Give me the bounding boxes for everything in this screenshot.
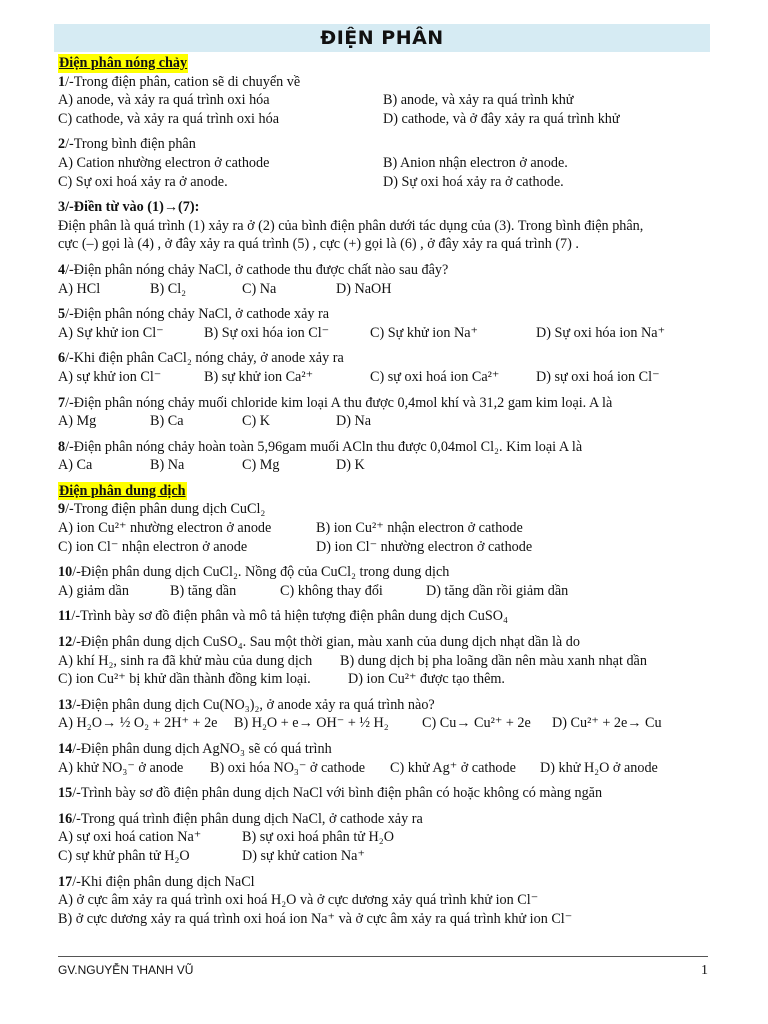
option-a: A) sự khử ion Cl⁻ <box>58 368 162 385</box>
option-c: C) Na <box>242 280 277 297</box>
option-d: D) Na <box>336 413 372 430</box>
option-c: C) Mg <box>242 457 280 474</box>
option-a: A) Ca <box>58 457 93 474</box>
option-c: C) Sự khử ion Na⁺ <box>370 324 478 341</box>
fill-blank-line-2: cực (–) gọi là (4) , ở đây xảy ra quá trình (5) , cực (+) gọi là (6) , ở đây xảy ra quá trình (7) . <box>58 236 579 253</box>
fill-blank-line-1: Điện phân là quá trình (1) xảy ra ở (2) của bình điện phân dưới tác dụng của (3). Trong bình điện phân, <box>58 217 644 234</box>
option-b: B) oxi hóa NO₃⁻ ở cathode <box>210 759 366 776</box>
question-6: 6/-Khi điện phân CaCl₂ nóng chảy, ở anode xảy ra A) sự khử ion Cl⁻ B) sự khử ion Ca²⁺ C) sự oxi hoá ion Ca²⁺ D) sự oxi hoá ion Cl⁻ <box>58 350 660 385</box>
option-b: B) Cl₂ <box>150 280 187 297</box>
option-d: D) khử H₂O ở anode <box>540 759 658 776</box>
option-a: A) Sự khử ion Cl⁻ <box>58 324 164 341</box>
option-b: B) tăng dần <box>170 582 237 599</box>
option-b: B) H₂O + e→ OH⁻ + ½ H₂ <box>234 715 389 732</box>
option-a: A) ion Cu²⁺ nhường electron ở anode <box>58 520 272 537</box>
option-b: B) Sự oxi hóa ion Cl⁻ <box>204 324 330 341</box>
question-7: 7/-Điện phân nóng chảy muối chloride kim loại A thu được 0,4mol khí và 31,2 gam kim loại. A là A) Mg B) Ca C) K D) Na <box>58 394 613 430</box>
option-a: A) Mg <box>58 413 97 430</box>
question-11: 11/-Trình bày sơ đồ điện phân và mô tả hiện tượng điện phân dung dịch CuSO₄ <box>58 608 508 625</box>
option-b: B) Na <box>150 457 185 474</box>
option-a: A) ở cực âm xảy ra quá trình oxi hoá H₂O và ở cực dương xảy quá trình khử ion Cl⁻ <box>58 892 539 909</box>
option-d: D) Cu²⁺ + 2e→ Cu <box>552 715 662 732</box>
question-12: 12/-Điện phân dung dịch CuSO₄. Sau một thời gian, màu xanh của dung dịch nhạt dần là do A) khí H₂, sinh ra đã khử màu của dung dịch B) dung dịch bị pha loãng dần nên màu xanh nhạt dần C) ion Cu²⁺ bị khử dần thành đồng kim loại. D) ion Cu²⁺ được tạo thêm. <box>58 634 647 688</box>
option-c: C) khử Ag⁺ ở cathode <box>390 759 516 776</box>
option-d: D) Sự oxi hóa ion Na⁺ <box>536 324 666 341</box>
option-b: B) ở cực dương xảy ra quá trình oxi hoá ion Na⁺ và ở cực âm xảy ra quá trình khử ion Cl⁻ <box>58 910 573 927</box>
option-a: A) anode, và xảy ra quá trình oxi hóa <box>58 92 270 109</box>
option-a: A) khử NO₃⁻ ở anode <box>58 759 184 776</box>
option-a: A) Cation nhường electron ở cathode <box>58 154 270 171</box>
question-8: 8/-Điện phân nóng chảy hoàn toàn 5,96gam muối ACln thu được 0,04mol Cl₂. Kim loại A là A) Ca B) Na C) Mg D) K <box>58 438 583 474</box>
question-5: 5/-Điện phân nóng chảy NaCl, ở cathode xảy ra A) Sự khử ion Cl⁻ B) Sự oxi hóa ion Cl⁻ C) Sự khử ion Na⁺ D) Sự oxi hóa ion Na⁺ <box>58 306 666 341</box>
question-14: 14/-Điện phân dung dịch AgNO₃ sẽ có quá trình A) khử NO₃⁻ ở anode B) oxi hóa NO₃⁻ ở cathode C) khử Ag⁺ ở cathode D) khử H₂O ở anode <box>58 741 658 776</box>
option-a: A) giảm dần <box>58 582 129 599</box>
option-d: D) cathode, và ở đây xảy ra quá trình khử <box>383 110 620 127</box>
option-d: D) ion Cl⁻ nhường electron ở cathode <box>316 538 533 555</box>
page-footer <box>58 956 708 979</box>
option-c: C) sự khử phân tử H₂O <box>58 847 190 864</box>
question-13: 13/-Điện phân dung dịch Cu(NO₃)₂, ở anode xảy ra quá trình nào? A) H₂O→ ½ O₂ + 2H⁺ + 2e B) H₂O + e→ OH⁻ + ½ H₂ C) Cu→ Cu²⁺ + 2e D) Cu²⁺ + 2e→ Cu <box>58 696 662 732</box>
question-2: 2/-Trong bình điện phân A) Cation nhường electron ở cathode B) Anion nhận electron ở anode. C) Sự oxi hoá xảy ra ở anode. D) Sự oxi hoá xảy ra ở cathode. <box>58 135 708 191</box>
page-number: 1 <box>701 963 708 978</box>
option-d: D) sự oxi hoá ion Cl⁻ <box>536 368 660 385</box>
option-d: D) NaOH <box>336 280 392 297</box>
question-1: 1/-Trong điện phân, cation sẽ di chuyển về A) anode, và xảy ra quá trình oxi hóa B) anode, và xảy ra quá trình khử C) cathode, và xảy ra quá trình oxi hóa D) cathode, và ở đây xảy ra quá trình khử <box>58 73 708 129</box>
option-c: C) ion Cl⁻ nhận electron ở anode <box>58 538 248 555</box>
option-a: A) sự oxi hoá cation Na⁺ <box>58 829 202 846</box>
option-c: C) K <box>242 413 270 430</box>
option-d: D) sự khử cation Na⁺ <box>242 847 365 864</box>
document-body <box>58 54 708 928</box>
option-d: D) tăng dần rồi giảm dần <box>426 582 569 599</box>
option-d: D) ion Cu²⁺ được tạo thêm. <box>348 671 505 688</box>
option-c: C) sự oxi hoá ion Ca²⁺ <box>370 368 500 385</box>
option-a: A) H₂O→ ½ O₂ + 2H⁺ + 2e <box>58 715 218 732</box>
option-a: A) HCl <box>58 280 101 297</box>
section-heading-molten: Điện phân nóng chảy <box>59 55 188 71</box>
option-a: A) khí H₂, sinh ra đã khử màu của dung dịch <box>58 652 313 669</box>
option-b: B) Anion nhận electron ở anode. <box>383 154 568 171</box>
question-3: 3/-Điền từ vào (1)→(7): Điện phân là quá trình (1) xảy ra ở (2) của bình điện phân dưới tác dụng của (3). Trong bình điện phân, cực (–) gọi là (4) , ở đây xảy ra quá trình (5) , cực (+) gọi là (6) , ở đây xảy ra quá trình (7) . <box>58 198 708 254</box>
question-10: 10/-Điện phân dung dịch CuCl₂. Nồng độ của CuCl₂ trong dung dịch A) giảm dần B) tăng dần C) không thay đổi D) tăng dần rồi giảm dần <box>58 564 569 599</box>
question-4: 4/-Điện phân nóng chảy NaCl, ở cathode thu được chất nào sau đây? A) HCl B) Cl₂ C) Na D) NaOH <box>58 261 449 297</box>
option-c: C) không thay đổi <box>280 582 383 599</box>
page-title: ĐIỆN PHÂN <box>320 27 444 49</box>
question-15: 15/-Trình bày sơ đồ điện phân dung dịch NaCl với bình điện phân có hoặc không có màng ngăn <box>58 785 603 802</box>
option-c: C) Cu→ Cu²⁺ + 2e <box>422 715 531 732</box>
author-name: GV.NGUYỄN THANH VŨ <box>58 963 194 977</box>
option-c: C) ion Cu²⁺ bị khử dần thành đồng kim loại. <box>58 671 311 688</box>
question-9: 9/-Trong điện phân dung dịch CuCl₂ A) ion Cu²⁺ nhường electron ở anode B) ion Cu²⁺ nhận electron ở cathode C) ion Cl⁻ nhận electron ở anode D) ion Cl⁻ nhường electron ở cathode <box>58 501 533 555</box>
option-d: D) K <box>336 457 365 474</box>
option-c: C) cathode, và xảy ra quá trình oxi hóa <box>58 110 280 127</box>
option-b: B) sự khử ion Ca²⁺ <box>204 368 314 385</box>
option-b: B) Ca <box>150 413 184 430</box>
option-b: B) dung dịch bị pha loãng dần nên màu xanh nhạt dần <box>340 652 647 669</box>
option-c: C) Sự oxi hoá xảy ra ở anode. <box>58 173 228 190</box>
option-b: B) anode, và xảy ra quá trình khử <box>383 92 574 109</box>
question-17: 17/-Khi điện phân dung dịch NaCl A) ở cực âm xảy ra quá trình oxi hoá H₂O và ở cực dương xảy quá trình khử ion Cl⁻ B) ở cực dương xảy ra quá trình oxi hoá ion Na⁺ và ở cực âm xảy ra quá trình khử ion Cl⁻ <box>58 873 708 929</box>
title-banner <box>54 24 710 52</box>
section-heading-solution: Điện phân dung dịch <box>59 482 186 499</box>
option-b: B) ion Cu²⁺ nhận electron ở cathode <box>316 520 523 537</box>
option-d: D) Sự oxi hoá xảy ra ở cathode. <box>383 173 564 190</box>
option-b: B) sự oxi hoá phân tử H₂O <box>242 829 394 846</box>
question-16: 16/-Trong quá trình điện phân dung dịch NaCl, ở cathode xảy ra A) sự oxi hoá cation Na⁺ B) sự oxi hoá phân tử H₂O C) sự khử phân tử H₂O D) sự khử cation Na⁺ <box>58 810 423 864</box>
